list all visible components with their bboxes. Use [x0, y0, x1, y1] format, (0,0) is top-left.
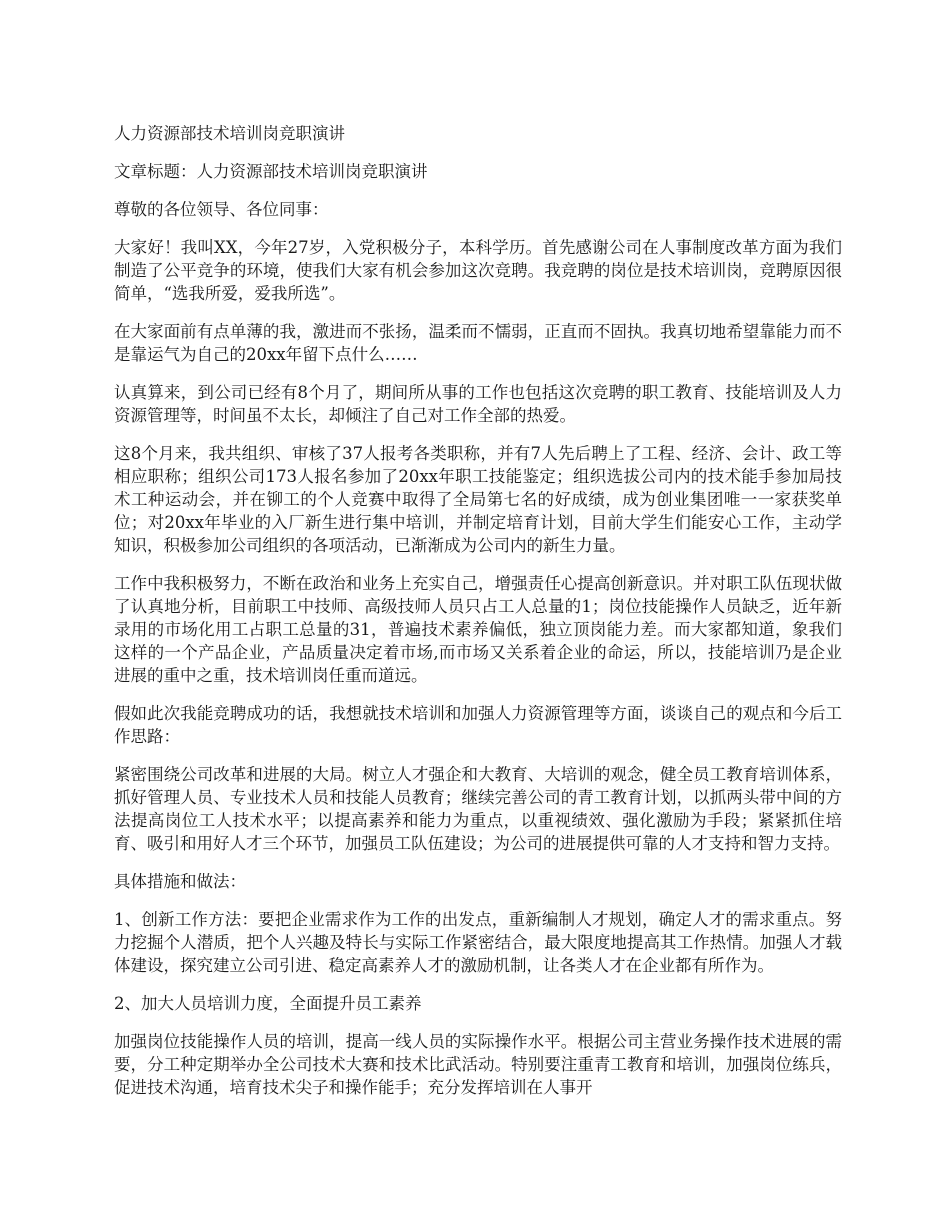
paragraph-analysis: 工作中我积极努力，不断在政治和业务上充实自己，增强责任心提高创新意识。并对职工队伍现状做了认真地分析，目前职工中技师、高级技师人员只占工人总量的1；岗位技能操作人员缺乏，近年新录用的市场化用工占职工总量的31，普遍技术素养偏低，独立顶岗能力差。而大家都知道，象我们这样的一个产品企业，产品质量决定着市场,而市场又关系着企业的命运，所以，技能培训乃是企业进展的重中之重，技术培训岗任重而道远。: [114, 574, 842, 685]
paragraph-measure-2-heading: 2、加大人员培训力度，全面提升员工素养: [114, 994, 422, 1013]
paragraph-measure-2-body: 加强岗位技能操作人员的培训，提高一线人员的实际操作水平。根据公司主营业务操作技术进展的需要，分工种定期举办全公司技术大赛和技术比武活动。特别要注重青工教育和培训，加强岗位练兵，促进技术沟通，培育技术尖子和操作能手；充分发挥培训在人事开: [114, 1032, 842, 1097]
paragraph-self-description: 在大家面前有点单薄的我，激进而不张扬，温柔而不懦弱，正直而不固执。我真切地希望靠能力而不是靠运气为自己的20xx年留下点什么……: [114, 322, 842, 364]
paragraph-intro: 大家好！我叫XX，今年27岁，入党积极分子，本科学历。首先感谢公司在人事制度改革方面为我们制造了公平竞争的环境，使我们大家有机会参加这次竞聘。我竞聘的岗位是技术培训岗，竞聘原因很简单，“选我所爱，爱我所选”。: [114, 238, 842, 303]
document-body: [114, 122, 842, 1114]
document-title: 人力资源部技术培训岗竞职演讲: [114, 124, 345, 143]
paragraph-achievements: 这8个月来，我共组织、审核了37人报考各类职称，并有7人先后聘上了工程、经济、会计、政工等相应职称；组织公司173人报名参加了20xx年职工技能鉴定；组织选拔公司内的技术能手参加局技术工种运动会，并在铆工的个人竞赛中取得了全局第七名的好成绩，成为创业集团唯一一家获奖单位；对20xx年毕业的入厂新生进行集中培训，并制定培育计划，目前大学生们能安心工作，主动学知识，积极参加公司组织的各项活动，已渐渐成为公司内的新生力量。: [114, 444, 842, 555]
paragraph-measure-1: 1、创新工作方法：要把企业需求作为工作的出发点，重新编制人才规划，确定人才的需求重点。努力挖掘个人潜质，把个人兴趣及特长与实际工作紧密结合，最大限度地提高其工作热情。加强人才载体建设，探究建立公司引进、稳定高素养人才的激励机制，让各类人才在企业都有所作为。: [114, 910, 842, 975]
paragraph-tenure: 认真算来，到公司已经有8个月了，期间所从事的工作也包括这次竞聘的职工教育、技能培训及人力资源管理等，时间虽不太长，却倾注了自己对工作全部的热爱。: [114, 383, 842, 425]
paragraph-strategy: 紧密围绕公司改革和进展的大局。树立人才强企和大教育、大培训的观念，健全员工教育培训体系，抓好管理人员、专业技术人员和技能人员教育；继续完善公司的青工教育计划，以抓两头带中间的方法提高岗位工人技术水平；以提高素养和能力为重点，以重视绩效、强化激励为手段；紧紧抓住培育、吸引和用好人才三个环节，加强员工队伍建设；为公司的进展提供可靠的人才支持和智力支持。: [114, 765, 842, 853]
article-title-line: 文章标题：人力资源部技术培训岗竞职演讲: [114, 162, 428, 181]
paragraph-plan-intro: 假如此次我能竞聘成功的话，我想就技术培训和加强人力资源管理等方面，谈谈自己的观点和今后工作思路：: [114, 704, 842, 746]
paragraph-measures-heading: 具体措施和做法：: [114, 872, 246, 891]
greeting: 尊敬的各位领导、各位同事：: [114, 200, 329, 219]
